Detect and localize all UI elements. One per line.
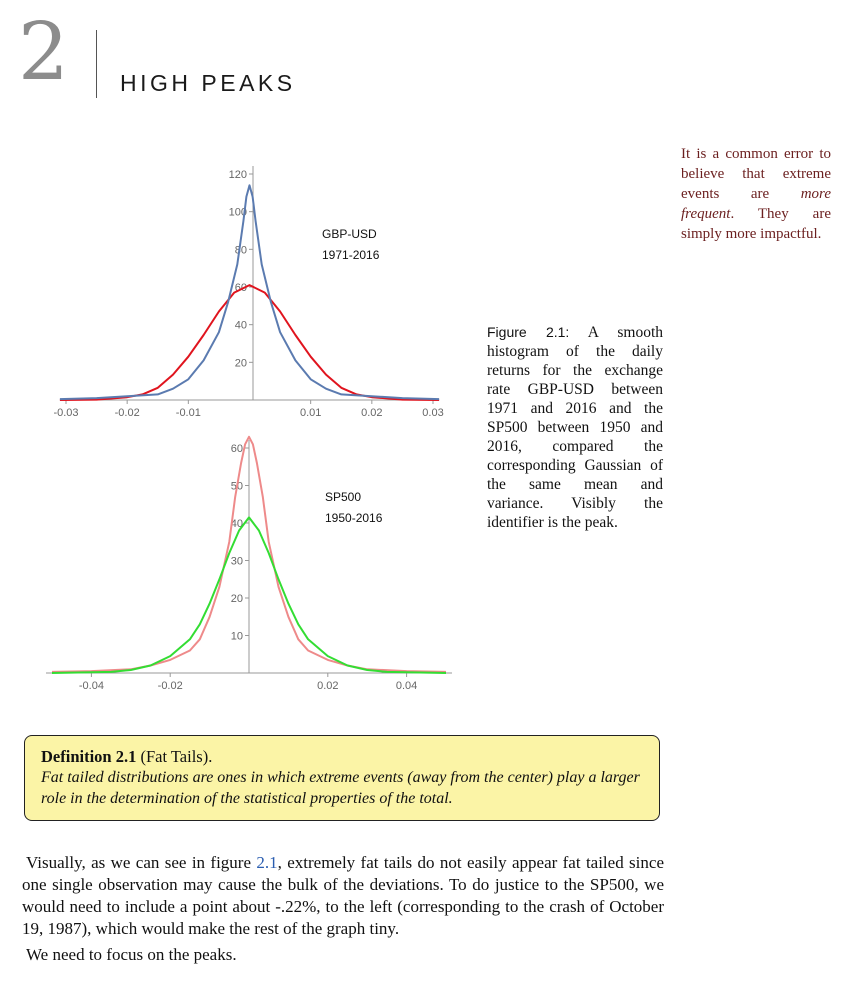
paragraph-text-start: Visually, as we can see in figure (26, 853, 257, 872)
paragraph-text-end: , extremely fat tails do not easily appear fat tailed since one single observation may cause the bulk of the deviations. To do justice to the SP500, we would need to include a point about -.22%, to the left (corresponding to the crash of October 19, 1987), which would make the rest of the graph tiny. (22, 853, 664, 938)
figure-reference-link[interactable]: 2.1 (256, 853, 278, 872)
chart-2-subtitle: 1950-2016 (325, 511, 383, 525)
chart-1-series-empirical (60, 185, 439, 399)
chart-1-x-tick-label: -0.01 (175, 407, 201, 419)
chart-1-y-tick-label: 20 (234, 357, 247, 370)
definition-title: (Fat Tails). (136, 747, 213, 766)
chart-2-title: SP500 (325, 490, 362, 504)
figure-caption (487, 323, 663, 532)
chart-2-y-tick-label: 60 (230, 443, 243, 455)
chart-1-y-tick-label: 100 (228, 206, 247, 219)
chapter-title: HIGH PEAKS (120, 70, 296, 96)
chart-1-y-tick-label: 80 (234, 244, 247, 257)
figure-caption-text: A smooth histogram of the daily returns for the exchange rate GBP-USD between 1971 and 2016 and the SP500 between 1950 and 2016, compared the corresponding Gaussian of the same mean and variance. Visibly the identifier is the peak. (487, 324, 663, 531)
chart-1-x-tick-label: -0.03 (53, 407, 79, 419)
chart-1-x-tick-label: 0.03 (422, 407, 444, 419)
margin-note-part1: It is a common error to believe that extreme events are (681, 146, 831, 202)
chart-1-x-tick-label: 0.01 (299, 407, 322, 419)
definition-body: Fat tailed distributions are ones in which extreme events (away from the center) play a larger role in the determination of the statistical properties of the total. (41, 769, 640, 807)
chart-1-y-tick-label: 40 (234, 319, 247, 332)
chart-1-y-tick-label: 120 (228, 169, 247, 181)
chart-2-y-tick-label: 40 (230, 518, 243, 530)
chart-2-x-tick-label: 0.04 (395, 680, 418, 692)
chart-1-title: GBP-USD (322, 227, 377, 241)
chart-1-x-tick-label: 0.02 (361, 407, 383, 419)
chart-2-y-tick-label: 50 (230, 480, 243, 493)
margin-note-emphasis: more frequent (681, 186, 831, 222)
margin-note-part2: . They are simply more impactful. (681, 206, 831, 242)
chart-2-x-tick-label: -0.04 (78, 680, 104, 692)
chart-2-y-tick-label: 20 (230, 593, 243, 605)
chart-1-subtitle: 1971-2016 (322, 248, 380, 262)
body-paragraph-2: We need to focus on the peaks. (26, 945, 237, 964)
chart-1-series-gaussian (60, 285, 439, 400)
chart-2-y-tick-label: 10 (230, 630, 243, 643)
chart-1-y-tick-label: 60 (234, 282, 247, 294)
definition-heading (41, 746, 643, 767)
definition-box (24, 735, 660, 821)
definition-number: Definition 2.1 (41, 747, 137, 766)
body-paragraph-1 (22, 852, 664, 940)
chart-1-x-tick-label: -0.02 (114, 407, 140, 419)
chart-2-y-tick-label: 30 (230, 555, 243, 568)
figure-caption-label: Figure 2.1: (487, 324, 570, 340)
chart-2-x-tick-label: -0.02 (157, 680, 183, 692)
chapter-number: 2 (18, 5, 69, 98)
chart-2-x-tick-label: 0.02 (317, 680, 339, 692)
